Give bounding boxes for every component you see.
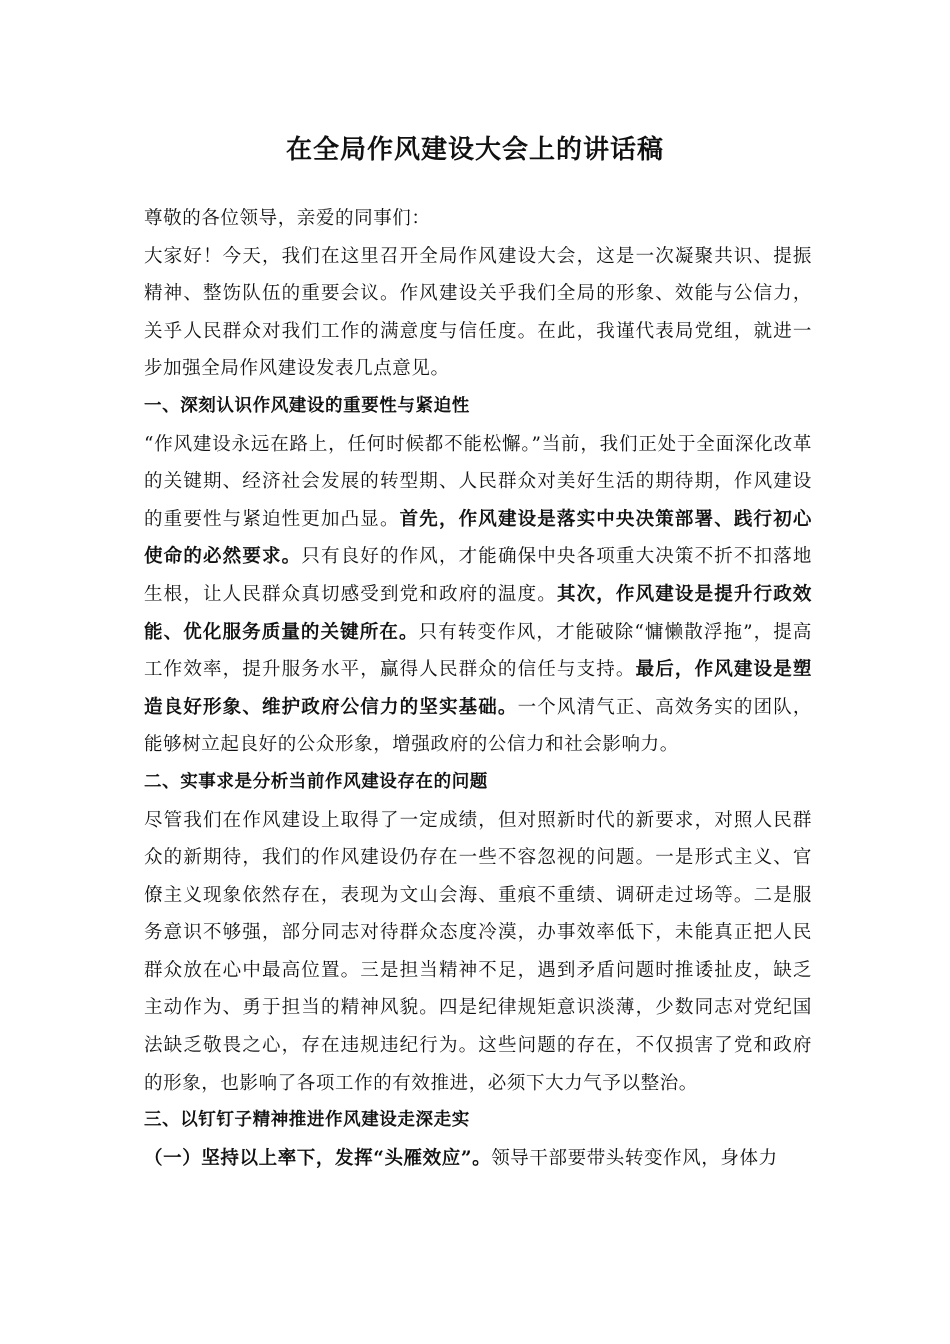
section3-text-1: 领导干部要带头转变作风，身体力 bbox=[491, 1147, 778, 1169]
section1-heading: 一、深刻认识作风建设的重要性与紧迫性 bbox=[144, 395, 470, 416]
section3-heading: 三、以钉钉子精神推进作风建设走深走实 bbox=[144, 1110, 470, 1131]
section1-text-3: 只有转变作风，才能破除“慵懒散浮拖”，提高工作效率，提升服务水平，赢得人民群众的信任与支持。 bbox=[144, 621, 812, 681]
section1-text-4: 一个风清气正、高效务实的团队，能够树立起良好的公众形象，增强政府的公信力和社会影响力。 bbox=[144, 696, 812, 756]
section3-paragraph bbox=[144, 1140, 812, 1178]
section1-bold-3: 最后，作风建设是塑造良好形象、维护政府公信力的坚实基础。 bbox=[144, 659, 812, 718]
section1-bold-1: 首先，作风建设是落实中央决策部署、践行初心使命的必然要求。 bbox=[144, 508, 812, 568]
section2-heading: 二、实事求是分析当前作风建设存在的问题 bbox=[144, 771, 488, 792]
document-body bbox=[144, 200, 812, 1177]
intro-paragraph: 大家好！今天，我们在这里召开全局作风建设大会，这是一次凝聚共识、提振精神、整饬队伍的重要会议。作风建设关乎我们全局的形象、效能与公信力，关乎人民群众对我们工作的满意度与信任度。在此，我谨代表局党组，就进一步加强全局作风建设发表几点意见。 bbox=[144, 245, 812, 380]
section1-text-2: 只有良好的作风，才能确保中央各项重大决策不折不扣落地生根，让人民群众真切感受到党和政府的温度。 bbox=[144, 546, 812, 605]
section1-paragraph bbox=[144, 426, 812, 764]
section1-text-1: “作风建设永远在路上，任何时候都不能松懈。”当前，我们正处于全面深化改革的关键期、经济社会发展的转型期、人民群众对美好生活的期待期，作风建设的重要性与紧迫性更加凸显。 bbox=[144, 433, 812, 530]
section1-bold-2: 其次，作风建设是提升行政效能、优化服务质量的关键所在。 bbox=[144, 583, 812, 643]
document-title: 在全局作风建设大会上的讲话稿 bbox=[285, 135, 664, 165]
section3-bold-1: （一）坚持以上率下，发挥“头雁效应”。 bbox=[144, 1147, 492, 1169]
salutation: 尊敬的各位领导，亲爱的同事们： bbox=[144, 208, 431, 229]
section2-paragraph: 尽管我们在作风建设上取得了一定成绩，但对照新时代的新要求，对照人民群众的新期待，我们的作风建设仍存在一些不容忽视的问题。一是形式主义、官僚主义现象依然存在，表现为文山会海、重痕不重绩、调研走过场等。二是服务意识不够强，部分同志对待群众态度冷漠，办事效率低下，未能真正把人民群众放在心中最高位置。三是担当精神不足，遇到矛盾问题时推诿扯皮，缺乏主动作为、勇于担当的精神风貌。四是纪律规矩意识淡薄，少数同志对党纪国法缺乏敬畏之心，存在违规违纪行为。这些问题的存在，不仅损害了党和政府的形象，也影响了各项工作的有效推进，必须下大力气予以整治。 bbox=[144, 809, 812, 1094]
